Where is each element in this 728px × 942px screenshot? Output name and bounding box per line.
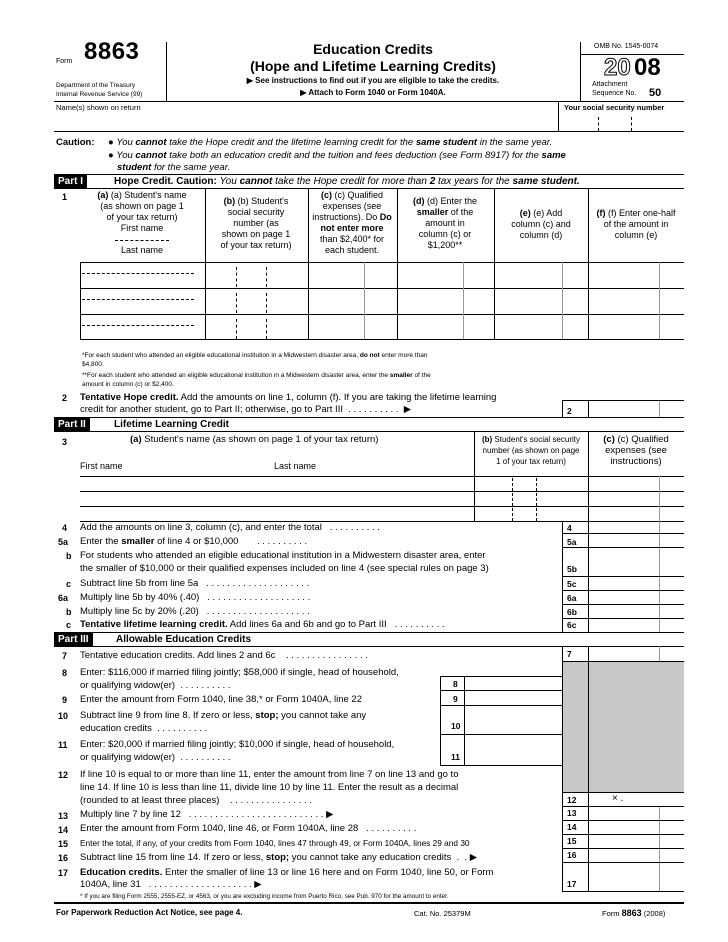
p1-footnote3: **For each student who attended an eligible educational institution in a Midwestern disaster area, enter the smaller of the [82, 372, 431, 379]
p2-col-b-header: (b) Student's social security number (as shown on page 1 of your tax return) [481, 435, 580, 466]
p1-col-b-header: (b) (b) Student's social security number (as shown on page 1 of your tax return) [220, 196, 292, 250]
line14-amount[interactable] [589, 821, 683, 833]
line10-amount[interactable] [465, 706, 561, 733]
line7-text: Tentative education credits. Add lines 2 and 6c . . . . . . . . . . . . . . . . [80, 650, 368, 661]
p1-footnote4: amount in column (c) or $2,400. [82, 381, 174, 388]
p1-row3-first-name[interactable] [82, 325, 194, 326]
line10-box-label: 10 [451, 721, 461, 731]
part2-title: Lifetime Learning Credit [114, 419, 230, 430]
line15-amount[interactable] [589, 835, 683, 847]
line1-num: 1 [62, 192, 68, 202]
name-label: Name(s) shown on return [56, 103, 141, 112]
year-outline: 20 [604, 54, 631, 81]
p2-last-name-label: Last name [274, 461, 317, 471]
caution-line3: student for the same year. [117, 162, 231, 173]
paperwork-notice: For Paperwork Reduction Act Notice, see page 4. [56, 908, 243, 917]
line5b-box-label: 5b [567, 564, 577, 574]
p1-col-e-header: (e) (e) Add column (c) and column (d) [511, 208, 571, 240]
line13-text: Multiply line 7 by line 12 . . . . . . . . . . . . . . . . . . . . . . . . . . ▶ [80, 809, 334, 820]
attach-instruction: ▶ Attach to Form 1040 or Form 1040A. [300, 88, 446, 97]
line16-amount[interactable] [589, 849, 683, 861]
line5c-text: Subtract line 5b from line 5a . . . . . . . . . . . . . . . . . . . . [80, 578, 310, 589]
form-number: 8863 [84, 38, 140, 65]
line11-text2: or qualifying widow(er) . . . . . . . . . . [80, 752, 231, 763]
line2-text1: Tentative Hope credit. Add the amounts on line 1, column (f). If you are taking the lifetime learning [80, 392, 497, 403]
part3-title: Allowable Education Credits [116, 634, 252, 645]
line6a-num: 6a [58, 593, 69, 603]
line6a-text: Multiply line 5b by 40% (.40) . . . . . . . . . . . . . . . . . . . . [80, 592, 311, 603]
line5c-box-label: 5c [567, 579, 577, 589]
line9-num: 9 [62, 695, 68, 705]
line8-box-label: 8 [453, 679, 458, 689]
line10-text1: Subtract line 9 from line 8. If zero or less, stop; you cannot take any [80, 710, 367, 721]
line5b-text1: For students who attended an eligible educational institution in a Midwestern disaster area, enter [80, 550, 486, 561]
line10-num: 10 [58, 711, 69, 721]
line12-decimal[interactable]: × . [612, 793, 624, 804]
line12-text1: If line 10 is equal to or more than line 11, enter the amount from line 7 on line 13 and go to [80, 769, 459, 780]
line8-num: 8 [62, 668, 68, 678]
line12-num: 12 [58, 770, 69, 780]
line6c-box-label: 6c [567, 620, 577, 630]
caution-line1: ● You cannot take the Hope credit and the lifetime learning credit for the same student in the same year. [108, 137, 553, 148]
line5a-text: Enter the smaller of line 4 or $10,000 . . . . . . . . . . [80, 536, 308, 547]
line14-text: Enter the amount from Form 1040, line 46, or Form 1040A, line 28 . . . . . . . . . . [80, 823, 417, 834]
p1-col-a-header: (a) (a) Student's name (as shown on page 1 of your tax return) First name Last name [97, 190, 187, 255]
line7-amount[interactable] [589, 647, 683, 660]
caution-label: Caution: [56, 137, 95, 148]
line13-amount[interactable] [589, 807, 683, 819]
line4-box-label: 4 [567, 523, 572, 533]
line8-amount[interactable] [465, 677, 561, 689]
p1-footnote1: *For each student who attended an eligible educational institution in a Midwestern disaster area, do not enter more than [82, 352, 428, 359]
line11-num: 11 [58, 740, 68, 750]
line2-amount[interactable] [589, 401, 683, 416]
year-bold: 08 [634, 54, 661, 81]
see-instructions: ▶ See instructions to find out if you are eligible to take the credits. [246, 76, 500, 85]
dept-line1: Department of the Treasury [56, 82, 136, 89]
line2-box-label: 2 [567, 406, 572, 416]
line9-amount[interactable] [465, 691, 561, 704]
dept-line2: Internal Revenue Service (99) [56, 91, 143, 98]
line11-amount[interactable] [465, 735, 561, 764]
line2-text2: credit for another student, go to Part II; otherwise, go to Part III . . . . . . . . . . ▶ [80, 404, 412, 415]
name-input[interactable] [54, 113, 554, 131]
line15-num: 15 [58, 839, 69, 849]
line8-text1: Enter: $116,000 if married filing jointly; $58,000 if single, head of household, [80, 667, 399, 678]
line2-num: 2 [62, 393, 68, 403]
line6b-box-label: 6b [567, 607, 577, 617]
line6c-num: c [66, 620, 72, 630]
footer-form-id: Form 8863 (2008) [602, 908, 666, 918]
p1-row2-first-name[interactable] [82, 299, 194, 300]
part3-footnote: * If you are filing Form 2555, 2555-EZ, or 4563, or you are excluding income from Puerto Rico, see Pub. 970 for the amount to enter. [80, 893, 449, 900]
p1-footnote2: $4,800. [82, 361, 104, 368]
line5a-num: 5a [58, 537, 69, 547]
line5a-box-label: 5a [567, 537, 577, 547]
line17-amount[interactable] [589, 863, 683, 890]
ssn-label: Your social security number [564, 103, 665, 112]
p1-row1-first-name[interactable] [82, 273, 194, 274]
line7-box-label: 7 [567, 649, 572, 659]
omb-number: OMB No. 1545-0074 [594, 43, 659, 50]
form-title: Education Credits [313, 41, 433, 57]
line11-box-label: 11 [451, 752, 460, 762]
line4-text: Add the amounts on line 3, column (c), and enter the total . . . . . . . . . . [80, 522, 380, 533]
line5b-text2: the smaller of $10,000 or their qualified expenses included on line 4 (see special rules on page 3) [80, 563, 489, 574]
line14-num: 14 [58, 825, 69, 835]
line13-box-label: 13 [567, 808, 577, 818]
line5b-num: b [66, 551, 72, 561]
line12-text2: line 14. If line 10 is less than line 11, divide line 10 by line 11. Enter the result as a decimal [80, 782, 459, 793]
line15-text: Enter the total, if any, of your credits from Form 1040, lines 47 through 49, or Form 1040A, lines 29 and 30 [80, 838, 470, 848]
p1-col-f-header: (f) (f) Enter one-half of the amount in column (e) [596, 208, 676, 240]
line17-num: 17 [58, 868, 69, 878]
line6a-box-label: 6a [567, 593, 577, 603]
line16-box-label: 16 [567, 850, 577, 860]
caution-line2: ● You cannot take both an education credit and the tuition and fees deduction (see Form 8917) for the same [108, 150, 566, 161]
line6c-text: Tentative lifetime learning credit. Add lines 6a and 6b and go to Part III . . . . . . . . . . [80, 619, 445, 630]
line3-num: 3 [62, 437, 68, 447]
sequence-label: Sequence No. [592, 90, 637, 97]
p2-row1-name[interactable] [82, 477, 472, 490]
form-subtitle: (Hope and Lifetime Learning Credits) [250, 58, 496, 74]
line16-num: 16 [58, 853, 69, 863]
line9-box-label: 9 [453, 694, 458, 704]
attachment-label: Attachment [592, 81, 628, 88]
line6b-num: b [66, 607, 72, 617]
part1-title: Hope Credit. Caution: You cannot take the Hope credit for more than 2 tax years for the same student. [114, 176, 580, 187]
p2-row3-name[interactable] [82, 507, 472, 520]
line14-box-label: 14 [567, 822, 577, 832]
line9-text: Enter the amount from Form 1040, line 38,* or Form 1040A, line 22 [80, 694, 362, 705]
sequence-number: 50 [649, 87, 662, 99]
line15-box-label: 15 [567, 836, 577, 846]
ssn-input[interactable] [565, 113, 679, 131]
part3-tag: Part III [54, 633, 93, 646]
line11-text1: Enter: $20,000 if married filing jointly; $10,000 if single, head of household, [80, 739, 395, 750]
line6b-text: Multiply line 5c by 20% (.20) . . . . . . . . . . . . . . . . . . . . [80, 606, 310, 617]
p2-col-a-header: (a) Student's name (as shown on page 1 of your tax return) [130, 434, 379, 445]
p1-col-c-header: (c) (c) Qualified expenses (see instructions). Do Do not enter more than $2,400* for each student. [312, 190, 392, 255]
line10-text2: education credits . . . . . . . . . . [80, 723, 208, 734]
line7-num: 7 [62, 651, 68, 661]
line17-box-label: 17 [567, 879, 577, 889]
line5c-num: c [66, 579, 72, 589]
line12-text3: (rounded to at least three places) . . . . . . . . . . . . . . . . [80, 795, 312, 806]
cat-number: Cat. No. 25379M [414, 909, 471, 918]
p2-row2-name[interactable] [82, 492, 472, 505]
p1-col-d-header: (d) (d) Enter the smaller of the amount in column (c) or $1,200** [412, 196, 478, 250]
line17-text1: Education credits. Enter the smaller of line 13 or line 16 here and on Form 1040, line 50, or Form [80, 867, 494, 878]
p2-col-c-header: (c) (c) Qualified expenses (see instructions) [603, 434, 669, 467]
line8-text2: or qualifying widow(er) . . . . . . . . . . [80, 680, 231, 691]
form-word: Form [56, 58, 73, 65]
part2-tag: Part II [54, 418, 90, 431]
line13-num: 13 [58, 811, 69, 821]
part1-tag: Part I [54, 175, 87, 188]
line12-box-label: 12 [567, 795, 577, 805]
p2-first-name-label: First name [80, 461, 123, 471]
line16-text: Subtract line 15 from line 14. If zero or less, stop; you cannot take any education credits . . ▶ [80, 852, 478, 863]
line4-num: 4 [62, 523, 68, 533]
line17-text2: 1040A, line 31 . . . . . . . . . . . . . . . . . . . . ▶ [80, 879, 262, 890]
